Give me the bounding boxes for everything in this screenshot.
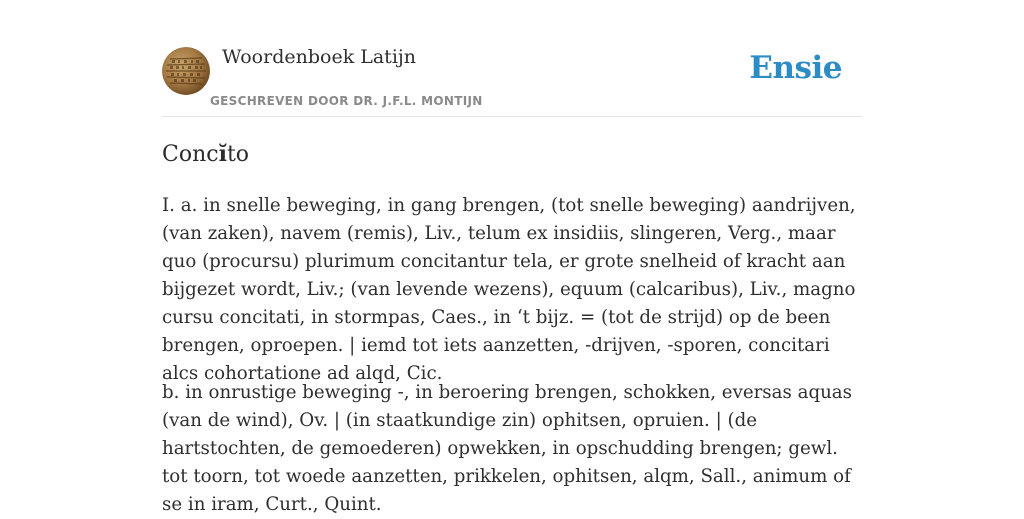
definition-paragraph-1: I. a. in snelle beweging, in gang brengen, (tot snelle beweging) aandrijven, (van zaken), navem (remis), Liv., telum ex insidiis, slingeren, Verg., maar quo (procursu) plurimum concitantur tela, er grote snelheid of kracht aan bijgezet wordt, Liv.; (van levende wezens), equum (calcaribus), Liv., magno cursu concitati, in stormpas, Caes., in ‘t bijz. = (tot de strijd) op de been brengen, oproepen. | iemd tot iets aanzetten, -drijven, -sporen, concitari alcs cohortatione ad alqd, Cic. — [162, 195, 856, 384]
headword-marked-vowel: ĭ — [218, 141, 227, 167]
dictionary-title[interactable]: Woordenboek Latijn — [222, 46, 417, 68]
author-avatar[interactable] — [162, 47, 210, 95]
author-byline[interactable]: GESCHREVEN DOOR DR. J.F.L. MONTIJN — [210, 94, 483, 108]
headword-end: to — [226, 142, 250, 167]
headword — [162, 141, 249, 167]
definition-paragraph-2: b. in onrustige beweging -, in beroering brengen, schokken, eversas aquas (van de wind), Ov. | (in staatkundige zin) ophitsen, opruien. | (de hartstochten, de gemoederen) opwekken, in opschudding brengen; gewl. tot toorn, tot woede aanzetten, prikkelen, ophitsen, alqm, Sall., animum of se in iram, Curt., Quint. — [162, 382, 852, 515]
coin-image — [162, 47, 210, 95]
brand-logo[interactable]: Ensie — [749, 50, 842, 86]
site-header — [162, 42, 862, 117]
headword-start: Conc — [162, 142, 219, 167]
